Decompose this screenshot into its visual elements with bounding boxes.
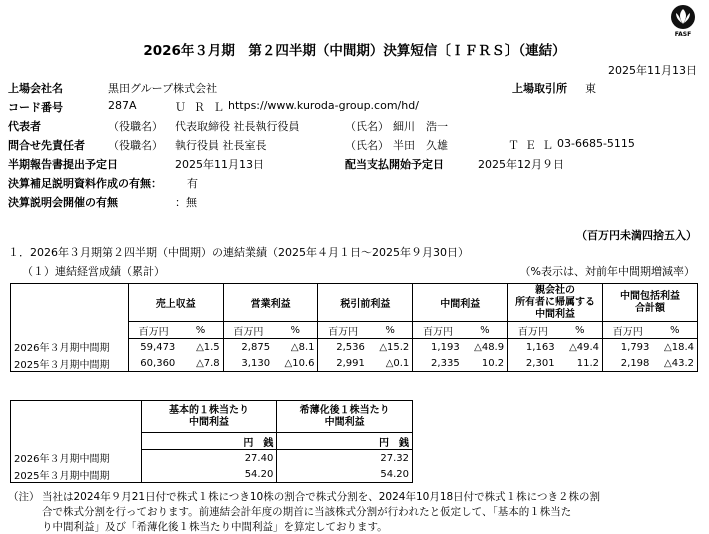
table-row [11,355,698,372]
supplement-label: 決算補足説明資料作成の有無： [8,177,162,190]
unit-cell: 円 銭 [141,433,277,450]
corner-cell [11,284,129,339]
footnote-line: 合で株式分割を行っております。前連結会計年度の期首に当該株式分割が行われたと仮定して、「基本的１株当た [42,506,572,518]
unit-cell: 百万円 [508,322,558,339]
url-link[interactable]: https://www.kuroda-group.com/hd/ [228,99,419,112]
footnote-line: り中間利益」及び「希薄化後１株当たり中間利益」を算定しております。 [42,521,388,533]
value-cell: 2,536 [318,339,368,356]
header-line: 所有者に帰属する [515,296,596,308]
value-cell: 1,193 [413,339,463,356]
results-table [10,283,698,372]
company-name: 黒田グループ株式会社 [108,82,218,95]
unit-cell: 百万円 [223,322,273,339]
row-label: 2026年３月期中間期 [11,450,142,467]
pct-cell: % [368,322,413,339]
unit-cell: 百万円 [318,322,368,339]
pct-cell: % [652,322,697,339]
results-header [128,284,223,322]
header-line: 基本的１株当たり [169,404,250,416]
rep-name-label: （氏名） [345,120,389,133]
results-header [413,284,508,322]
table-row [11,450,413,467]
tel: 03-6685-5115 [557,137,635,150]
value-cell: △1.5 [178,339,223,356]
pct-cell: % [178,322,223,339]
value-cell: △7.8 [178,355,223,372]
table-row [11,339,698,356]
header-line: 中間利益 [440,299,481,310]
rep-title: 代表取締役 社長執行役員 [175,120,300,133]
header-line: 営業利益 [250,299,291,310]
code-label: コード番号 [8,101,63,114]
unit-cell: 百万円 [413,322,463,339]
header-line: 税引前利益 [340,299,391,310]
value-cell: 11.2 [558,355,603,372]
unit-cell: 百万円 [128,322,178,339]
briefing-label: 決算説明会開催の有無 [8,196,118,209]
eps-header-basic [141,401,277,433]
results-header [223,284,318,322]
header-line: 売上収益 [155,299,196,310]
header-line: 希薄化後１株当たり [299,404,390,416]
exchange-label: 上場取引所 [512,82,567,95]
company-name-label: 上場会社名 [8,82,63,95]
report-submit: 2025年11月13日 [175,158,264,171]
header-line: 親会社の [535,284,576,296]
value-cell: 59,473 [128,339,178,356]
rep-label: 代表者 [8,120,41,133]
contact-title: 執行役員 社長室長 [175,139,267,152]
fasf-logo [668,4,698,38]
rep-title-label: （役職名） [108,120,163,133]
tel-label: ＴＥＬ [508,139,559,152]
value-cell: 60,360 [128,355,178,372]
pct-cell: % [273,322,318,339]
contact-label: 問合せ先責任者 [8,139,85,152]
value-cell: △0.1 [368,355,413,372]
eps-header-diluted [277,401,413,433]
section-heading: １．2026年３月期第２四半期（中間期）の連結業績（2025年４月１日～2025年９月30日） [8,246,469,259]
results-header [508,284,603,322]
report-date: 2025年11月13日 [608,64,697,77]
supplement: 有 [187,177,198,190]
footnote-mark: （注） [8,491,40,503]
value-cell: △18.4 [652,339,697,356]
value-cell: 27.40 [141,450,277,467]
corner-cell [11,401,142,433]
eps-table [10,400,413,483]
value-cell: 2,335 [413,355,463,372]
value-cell: 1,793 [603,339,653,356]
percent-note: （%表示は、対前年中間期増減率） [519,265,695,278]
contact-name-label: （氏名） [345,139,389,152]
report-submit-label: 半期報告書提出予定日 [8,158,118,171]
header-line: 中間利益 [189,416,230,428]
value-cell: 1,163 [508,339,558,356]
unit-cell: 円 銭 [277,433,413,450]
exchange: 東 [585,82,596,95]
value-cell: △43.2 [652,355,697,372]
value-cell: 2,198 [603,355,653,372]
value-cell: 2,301 [508,355,558,372]
header-line: 中間利益 [535,308,576,320]
value-cell: △49.4 [558,339,603,356]
header-line: 中間利益 [324,416,365,428]
pct-cell: % [558,322,603,339]
page-title: 2026年３月期 第２四半期（中間期）決算短信〔ＩＦＲＳ〕（連結） [143,43,566,59]
value-cell: △15.2 [368,339,413,356]
value-cell: 10.2 [463,355,508,372]
logo-text: FASF [674,31,692,38]
briefing: ：無 [175,196,197,209]
url-label: ＵＲＬ [175,101,232,114]
header-line: 合計額 [635,302,666,314]
value-cell: 54.20 [277,466,413,483]
blank-cell [11,433,142,450]
row-label: 2025年３月期中間期 [11,355,129,372]
value-cell: 27.32 [277,450,413,467]
footnote-line: 当社は2024年９月21日付で株式１株につき10株の割合で株式分割を、2024年10月18日付で株式１株につき２株の割 [42,491,600,503]
pct-cell: % [463,322,508,339]
unit-cell: 百万円 [603,322,653,339]
table-row [11,466,413,483]
value-cell: △10.6 [273,355,318,372]
value-cell: 54.20 [141,466,277,483]
results-header [318,284,413,322]
code: 287A [108,99,137,112]
subsection-heading: （１）連結経営成績（累計） [22,265,165,278]
row-label: 2025年３月期中間期 [11,466,142,483]
value-cell: 2,875 [223,339,273,356]
contact-name: 半田 久雄 [393,139,448,152]
dividend: 2025年12月９日 [478,158,564,171]
value-cell: △48.9 [463,339,508,356]
value-cell: 3,130 [223,355,273,372]
results-header [603,284,698,322]
header-line: 中間包括利益 [620,290,681,302]
rep-name: 細川 浩一 [393,120,448,133]
dividend-label: 配当支払開始予定日 [345,158,444,171]
value-cell: △8.1 [273,339,318,356]
row-label: 2026年３月期中間期 [11,339,129,356]
rounding-note: （百万円未満四捨五入） [576,229,697,242]
contact-title-label: （役職名） [108,139,163,152]
value-cell: 2,991 [318,355,368,372]
